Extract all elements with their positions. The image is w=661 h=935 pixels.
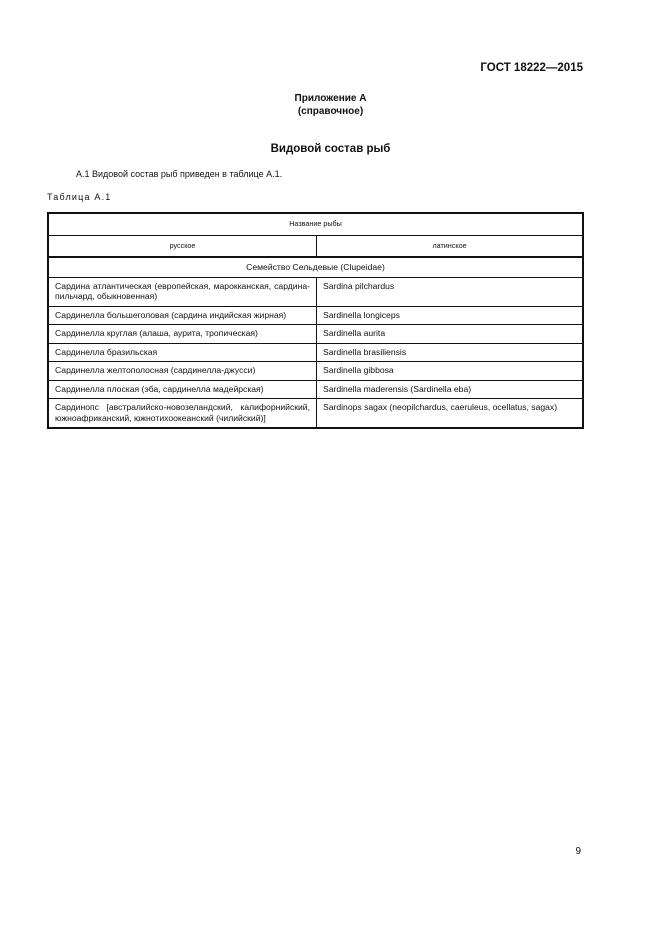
cell-latin-name: Sardinella longiceps xyxy=(317,306,584,325)
cell-latin-name: Sardinella brasiliensis xyxy=(317,343,584,362)
cell-russian-name: Сардинелла круглая (алаша, аурита, тропическая) xyxy=(48,325,317,344)
cell-latin-name: Sardinella maderensis (Sardinella eba) xyxy=(317,380,584,399)
species-table xyxy=(47,212,584,429)
page-number: 9 xyxy=(575,846,581,857)
family-row: Семейство Сельдевые (Clupeidae) xyxy=(48,257,583,277)
cell-russian-name: Сардинелла желтополосная (сардинелла-джусси) xyxy=(48,362,317,381)
cell-latin-name: Sardinella gibbosa xyxy=(317,362,584,381)
table-row xyxy=(48,277,583,306)
table-row xyxy=(48,306,583,325)
table-caption: Таблица А.1 xyxy=(47,192,112,202)
cell-russian-name: Сардинелла плоская (эба, сардинелла мадейрская) xyxy=(48,380,317,399)
cell-russian-name: Сардина атлантическая (европейская, марокканская, сардина-пильчард, обыкновенная) xyxy=(48,277,317,306)
column-header-latin: латинское xyxy=(317,235,584,257)
cell-latin-name: Sardinops sagax (neopilchardus, caeruleus, ocellatus, sagax) xyxy=(317,399,584,429)
annex-heading xyxy=(0,92,661,118)
cell-russian-name: Сардинопс [австралийско-новозеландский, калифорнийский, южноафриканский, южнотихоокеанский (чилийский)] xyxy=(48,399,317,429)
intro-paragraph: А.1 Видовой состав рыб приведен в таблице А.1. xyxy=(76,169,283,179)
column-header-russian: русское xyxy=(48,235,317,257)
table-row xyxy=(48,380,583,399)
table-group-header: Название рыбы xyxy=(48,213,583,235)
table-row xyxy=(48,399,583,429)
table-row xyxy=(48,362,583,381)
cell-latin-name: Sardina pilchardus xyxy=(317,277,584,306)
table-row xyxy=(48,325,583,344)
cell-russian-name: Сардинелла большеголовая (сардина индийская жирная) xyxy=(48,306,317,325)
cell-latin-name: Sardinella aurita xyxy=(317,325,584,344)
annex-title: Приложение А xyxy=(294,93,367,104)
section-title: Видовой состав рыб xyxy=(270,143,391,155)
annex-type: (справочное) xyxy=(297,106,364,117)
cell-russian-name: Сардинелла бразильская xyxy=(48,343,317,362)
table-row xyxy=(48,343,583,362)
standard-code: ГОСТ 18222—2015 xyxy=(480,62,583,74)
